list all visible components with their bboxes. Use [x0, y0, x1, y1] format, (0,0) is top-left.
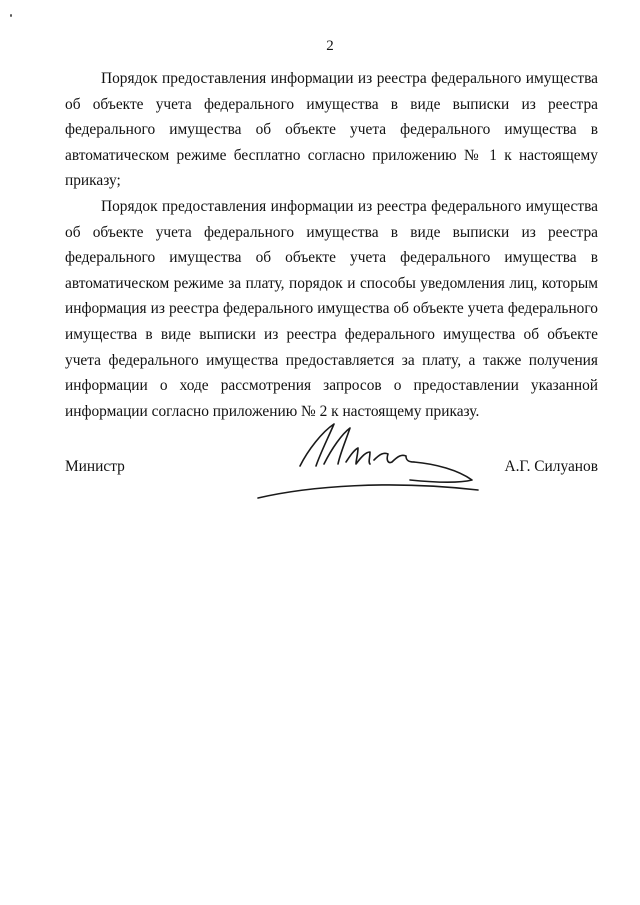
- signer-position: Министр: [65, 458, 125, 475]
- signature-block: [65, 410, 598, 510]
- page-number: 2: [326, 38, 334, 54]
- document-body: [65, 66, 598, 424]
- signer-name: А.Г. Силуанов: [504, 458, 598, 475]
- paragraph-appendix-1: Порядок предоставления информации из реестра федерального имущества об объекте учета федерального имущества в виде выписки из реестра федерального имущества об объекте учета федерального имущества в автоматическом режиме бесплатно согласно приложению № 1 к настоящему приказу;: [65, 70, 598, 190]
- handwritten-signature: [250, 410, 490, 510]
- paragraph-appendix-2: Порядок предоставления информации из реестра федерального имущества об объекте учета федерального имущества в виде выписки из реестра федерального имущества об объекте учета федерального имущества в автоматическом режиме за плату, порядок и способы уведомления лиц, которым информация из реестра федерального имущества об объекте учета федерального имущества в виде выписки из реестра федерального имущества об объекте учета федерального имущества предоставляется за плату, а также получения информации о ходе рассмотрения запросов о предоставлении указанной информации согласно приложению № 2 к настоящему приказу.: [65, 197, 598, 420]
- scan-speck: [10, 14, 12, 17]
